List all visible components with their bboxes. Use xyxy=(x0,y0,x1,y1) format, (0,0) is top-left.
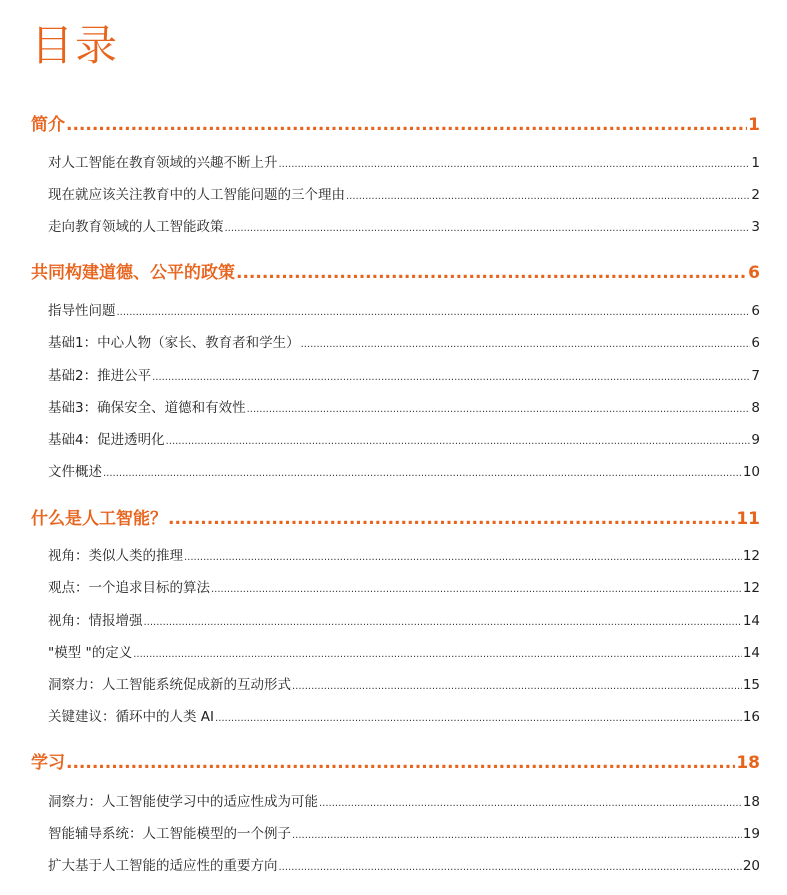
dot-leader xyxy=(211,584,742,595)
toc-label: 观点：一个追求目标的算法 xyxy=(48,580,210,596)
toc-page-number: 7 xyxy=(751,368,760,384)
toc-page-number: 1 xyxy=(751,155,760,171)
toc-entry[interactable] xyxy=(48,673,760,693)
toc-entry[interactable] xyxy=(48,854,760,874)
dot-leader xyxy=(215,713,742,724)
toc-entry[interactable] xyxy=(48,822,760,842)
toc-page-number: 8 xyxy=(751,400,760,416)
toc-label: 视角：情报增强 xyxy=(48,613,143,629)
toc-page-number: 1 xyxy=(748,115,760,135)
toc-label: 对人工智能在教育领域的兴趣不断上升 xyxy=(48,155,278,171)
toc-section-what-is-ai[interactable] xyxy=(31,504,760,529)
toc-section-intro[interactable] xyxy=(31,110,760,135)
toc-page-number: 20 xyxy=(742,858,760,874)
toc-label: 简介 xyxy=(31,115,65,135)
dot-leader xyxy=(301,339,751,350)
dot-leader xyxy=(144,617,742,628)
dot-leader xyxy=(103,468,742,479)
toc-page-number: 10 xyxy=(742,464,760,480)
toc-label: "模型 "的定义 xyxy=(48,645,133,661)
dot-leader xyxy=(247,404,751,415)
toc-page-number: 12 xyxy=(742,580,760,596)
dot-leader xyxy=(168,509,735,529)
dot-leader xyxy=(319,798,742,809)
dot-leader xyxy=(166,436,751,447)
toc-entry[interactable] xyxy=(48,641,760,661)
toc-page-number: 14 xyxy=(742,645,760,661)
toc-page-number: 9 xyxy=(751,432,760,448)
toc-label: 基础2：推进公平 xyxy=(48,368,152,384)
toc-entry[interactable] xyxy=(48,364,760,384)
toc-entry[interactable] xyxy=(48,428,760,448)
toc-entry[interactable] xyxy=(48,183,760,203)
toc-label: 基础3：确保安全、道德和有效性 xyxy=(48,400,246,416)
toc-page-number: 6 xyxy=(751,335,760,351)
toc-label: 什么是人工智能？ xyxy=(31,509,167,529)
toc-page-number: 18 xyxy=(742,794,760,810)
toc-entry[interactable] xyxy=(48,396,760,416)
toc-label: 基础4：促进透明化 xyxy=(48,432,165,448)
toc-entry[interactable] xyxy=(48,705,760,725)
toc-page-number: 19 xyxy=(742,826,760,842)
toc-page-number: 12 xyxy=(742,548,760,564)
toc-label: 学习 xyxy=(31,753,65,773)
toc-entry[interactable] xyxy=(48,331,760,351)
toc-label: 关键建议：循环中的人类 AI xyxy=(48,709,215,725)
toc-entry[interactable] xyxy=(48,460,760,480)
toc-label: 基础1：中心人物（家长、教育者和学生） xyxy=(48,335,300,351)
toc-page-number: 3 xyxy=(751,219,760,235)
toc-section-policy[interactable] xyxy=(31,258,760,283)
dot-leader xyxy=(66,115,747,135)
dot-leader xyxy=(279,862,742,873)
dot-leader xyxy=(184,552,742,563)
toc-entry[interactable] xyxy=(48,299,760,319)
dot-leader xyxy=(346,191,750,202)
dot-leader xyxy=(236,263,747,283)
dot-leader xyxy=(152,372,750,383)
toc-entry[interactable] xyxy=(48,151,760,171)
toc-page-number: 18 xyxy=(736,753,760,773)
toc-label: 扩大基于人工智能的适应性的重要方向 xyxy=(48,858,278,874)
toc-page-number: 6 xyxy=(751,303,760,319)
dot-leader xyxy=(133,649,742,660)
toc-entry[interactable] xyxy=(48,544,760,564)
toc-label: 指导性问题 xyxy=(48,303,116,319)
toc-label: 洞察力：人工智能系统促成新的互动形式 xyxy=(48,677,291,693)
toc-entry[interactable] xyxy=(48,576,760,596)
toc-label: 共同构建道德、公平的政策 xyxy=(31,263,235,283)
toc-entry[interactable] xyxy=(48,790,760,810)
toc-label: 智能辅导系统：人工智能模型的一个例子 xyxy=(48,826,291,842)
toc-page-number: 15 xyxy=(742,677,760,693)
dot-leader xyxy=(66,753,735,773)
toc-entry[interactable] xyxy=(48,215,760,235)
toc-section-learning[interactable] xyxy=(31,748,760,773)
dot-leader xyxy=(225,223,751,234)
toc-label: 视角：类似人类的推理 xyxy=(48,548,183,564)
toc-label: 洞察力：人工智能使学习中的适应性成为可能 xyxy=(48,794,318,810)
toc-label: 文件概述 xyxy=(48,464,102,480)
toc-page-number: 11 xyxy=(736,509,760,529)
toc-label: 现在就应该关注教育中的人工智能问题的三个理由 xyxy=(48,187,345,203)
dot-leader xyxy=(117,307,751,318)
toc-page-number: 6 xyxy=(748,263,760,283)
dot-leader xyxy=(292,681,742,692)
toc-page-number: 16 xyxy=(742,709,760,725)
toc-page-number: 14 xyxy=(742,613,760,629)
page-title: 目录 xyxy=(31,21,120,70)
toc-label: 走向教育领域的人工智能政策 xyxy=(48,219,224,235)
toc-page-number: 2 xyxy=(751,187,760,203)
toc-entry[interactable] xyxy=(48,609,760,629)
dot-leader xyxy=(292,830,742,841)
dot-leader xyxy=(279,159,751,170)
